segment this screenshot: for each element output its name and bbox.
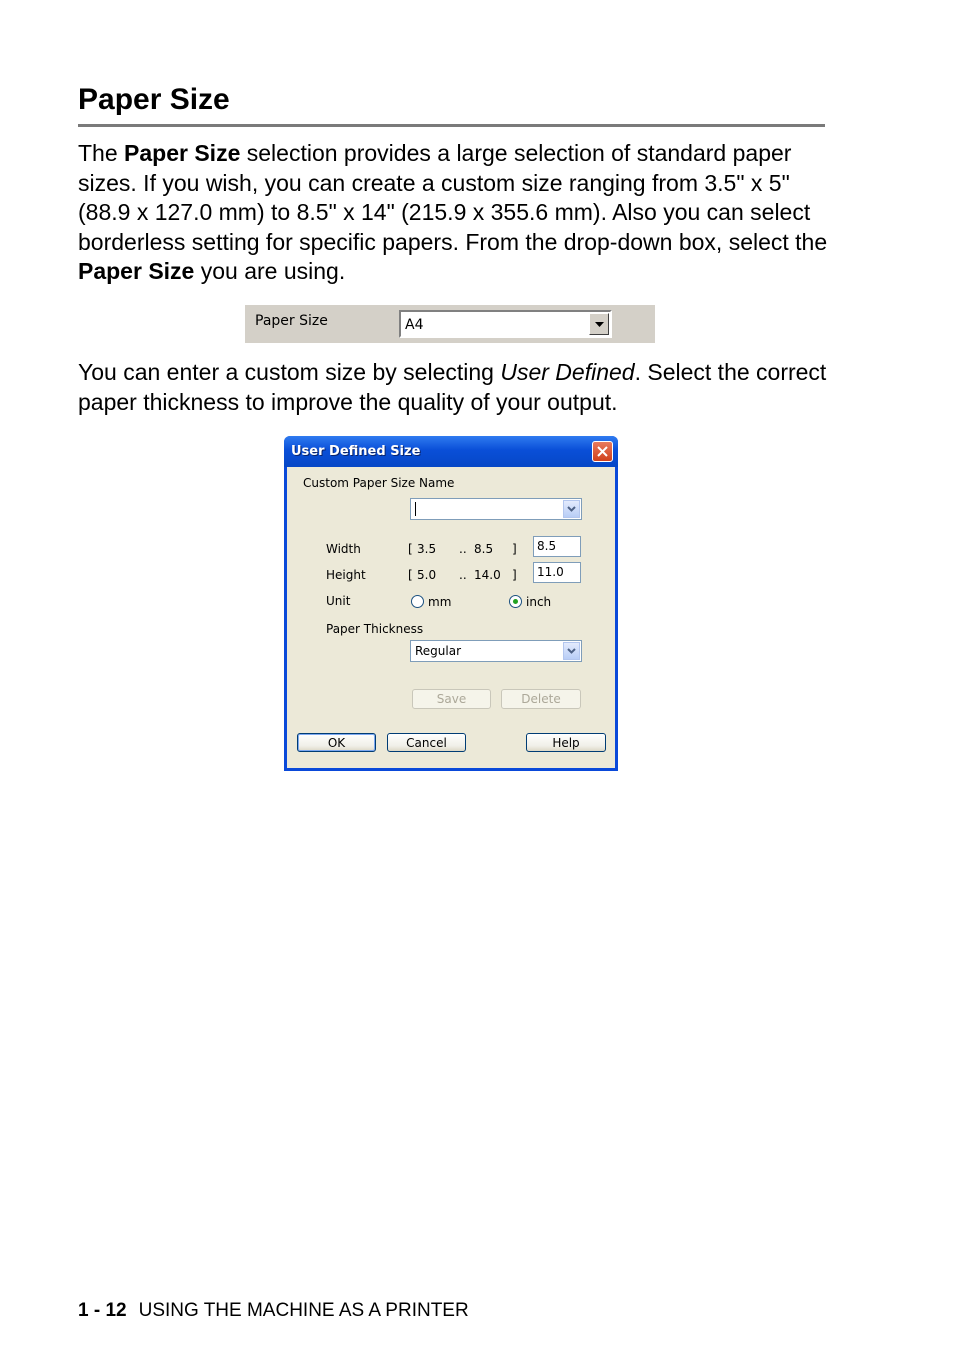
footer-section: USING THE MACHINE AS A PRINTER: [138, 1300, 469, 1321]
thickness-value: Regular: [415, 644, 462, 658]
height-range-max: 14.0: [474, 568, 501, 582]
paper-size-strip: [245, 305, 655, 343]
thickness-combo[interactable]: [410, 640, 582, 662]
page-heading: Paper Size: [78, 83, 230, 116]
dialog-body: [287, 467, 615, 768]
width-value: 8.5: [537, 539, 557, 553]
thickness-label: Paper Thickness: [326, 622, 424, 636]
width-range-close: ]: [512, 542, 517, 556]
para2-italic1: User Defined: [500, 359, 635, 385]
cancel-button[interactable]: Cancel: [387, 733, 466, 752]
para2-text2: . Select the correct paper thickness to improve the quality of your output.: [78, 359, 827, 415]
dialog-titlebar[interactable]: [284, 436, 618, 467]
custom-name-combo[interactable]: [410, 498, 582, 520]
height-range-min: 5.0: [417, 568, 437, 582]
width-range-open: [: [408, 542, 413, 556]
para1-bold2: Paper Size: [78, 258, 195, 285]
dialog-title: User Defined Size: [291, 444, 421, 459]
height-range-open: [: [408, 568, 413, 582]
paragraph-intro: [78, 139, 838, 287]
paper-size-dropdown[interactable]: [399, 310, 612, 338]
paper-size-value: A4: [405, 317, 424, 333]
heading-rule: [78, 124, 825, 127]
height-input[interactable]: [533, 562, 581, 583]
width-label: Width: [326, 542, 361, 556]
chevron-down-icon[interactable]: [563, 642, 580, 660]
width-range-sep: ..: [459, 542, 467, 556]
paper-size-label: Paper Size: [255, 313, 328, 329]
radio-selected-dot: [513, 599, 518, 604]
height-range-sep: ..: [459, 568, 467, 582]
page-footer: [78, 1300, 469, 1322]
unit-inch-label[interactable]: inch: [526, 595, 552, 609]
help-button[interactable]: Help: [526, 733, 606, 752]
custom-name-label: Custom Paper Size Name: [303, 476, 455, 490]
para1-text2: selection provides a large selection of standard paper sizes. If you wish, you can create a custom size ranging from 3.5" x 5" (88.9 x 127.0 mm) to 8.5" x 14" (215.9 x 355.6 mm). Also you can select borderless setting for specific papers. From the drop-down box, select the: [78, 140, 828, 255]
text-caret: [415, 502, 416, 516]
para2-text1: You can enter a custom size by selecting: [78, 359, 501, 385]
delete-button[interactable]: Delete: [501, 689, 581, 709]
footer-page-number: 1 - 12: [78, 1300, 127, 1321]
unit-inch-radio[interactable]: [509, 595, 522, 608]
height-value: 11.0: [537, 565, 564, 579]
close-icon[interactable]: [592, 441, 613, 462]
width-range-min: 3.5: [417, 542, 437, 556]
user-defined-size-dialog: [284, 436, 618, 771]
para1-text1: The: [78, 140, 125, 166]
width-input[interactable]: [533, 536, 581, 557]
save-button[interactable]: Save: [412, 689, 491, 709]
unit-mm-radio[interactable]: [411, 595, 424, 608]
paragraph-custom-size: [78, 358, 838, 417]
height-label: Height: [326, 568, 366, 582]
para1-bold1: Paper Size: [124, 140, 241, 166]
chevron-down-icon[interactable]: [563, 500, 580, 518]
unit-label: Unit: [326, 594, 351, 608]
height-range-close: ]: [512, 568, 517, 582]
chevron-down-icon[interactable]: [589, 313, 609, 335]
para1-text3: you are using.: [194, 258, 346, 285]
width-range-max: 8.5: [474, 542, 494, 556]
unit-mm-label[interactable]: mm: [428, 595, 452, 609]
ok-button[interactable]: OK: [297, 733, 376, 752]
